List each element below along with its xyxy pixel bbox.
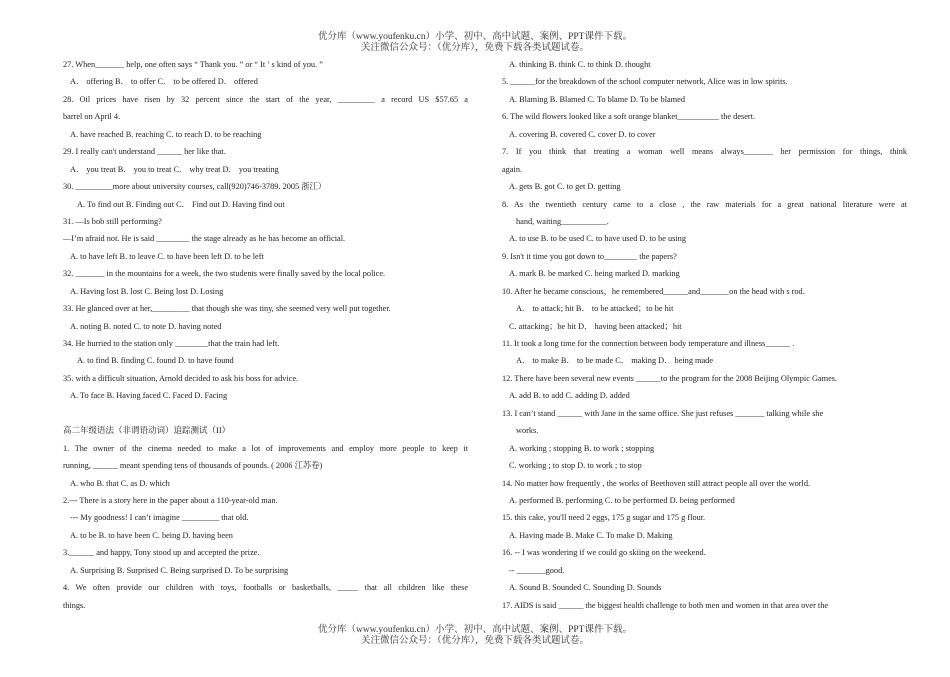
question-line: 9. Isn't it time you got down to________ the papers? (502, 251, 677, 261)
question-line: 8. As the twentieth century came to a close , the raw materials for a great national literature were at (502, 199, 907, 209)
option-line: A. mark B. be marked C. being marked D. marking (509, 269, 680, 279)
option-line: A. noting B. noted C. to note D. having noted (70, 321, 222, 331)
question-line: 1. The owner of the cinema needed to make a lot of improvements and employ more people to keep it (63, 443, 468, 453)
option-line: A. to use B. to be used C. to have used D. to be using (509, 234, 686, 244)
question-line: 15. this cake, you'll need 2 eggs, 175 g sugar and 175 g flour. (502, 513, 706, 523)
question-line: 14. No matter how frequently , the works of Beethoven still attract people all over the world. (502, 478, 811, 488)
question-line: 34. He hurried to the station only ________that the train had left. (63, 339, 280, 348)
option-line: A. Sound B. Sounded C. Sounding D. Sounds (509, 583, 662, 593)
question-line: hand, waiting___________. (516, 216, 609, 226)
option-line: A. to have left B. to leave C. to have been left D. to be left (70, 251, 264, 261)
page-footer (0, 625, 950, 647)
option-line: A. To find out B. Finding out C． Find out D. Having find out (77, 199, 285, 209)
option-line: A. gets B. got C. to get D. getting (509, 182, 621, 192)
question-line: 13. I can’t stand ______ with Jane in the same office. She just refuses _______ talking while she (502, 408, 824, 418)
option-line: A． to make B． to be made C． making D． being made (516, 356, 714, 366)
option-line: A. to find B. finding C. found D. to have found (77, 356, 234, 366)
question-line: 11. It took a long time for the connection between body temperature and illness______ . (502, 339, 795, 348)
option-line: A. who B. that C. as D. which (70, 478, 170, 488)
footer-line-2: 关注微信公众号：（优分库），免费下载各类试题试卷。 (360, 636, 589, 646)
option-line: A. have reached B. reaching C. to reach D. to be reaching (70, 129, 262, 139)
question-line: 29. I really can't understand ______ her like that. (63, 147, 226, 157)
option-line: A. covering B. covered C. cover D. to cover (509, 129, 656, 139)
question-line: 33. He glanced over at her,_________ that though she was tiny, she seemed very well put together. (63, 304, 391, 314)
question-line: 27. When_______ help, one often says “ Thank you. ” or “ It ’ s kind of you. ” (63, 60, 323, 69)
question-line: things. (63, 600, 86, 610)
option-line: A. working ; stopping B. to work ; stopping (509, 443, 655, 453)
question-line: 4. We often provide our children with toys, footballs or basketballs, _____ that all children like these (63, 583, 468, 593)
question-line: 28. Oil prices have risen by 32 percent since the start of the year, _________ a record US $57.65 a (63, 94, 468, 104)
question-line: —I’m afraid not. He is said ________ the stage already as he has become an official. (63, 234, 346, 244)
question-line: 32. _______ in the mountains for a week, the two students were finally saved by the local police. (63, 269, 386, 279)
question-line: --- My goodness! I can’t imagine _________ that old. (70, 513, 249, 523)
question-line: 2.--- There is a story here in the paper about a 110-year-old man. (63, 495, 278, 505)
option-line: A. to be B. to have been C. being D. having been (70, 530, 233, 540)
question-line: 16. -- I was wondering if we could go skiing on the weekend. (502, 548, 706, 558)
option-line: A. Surprising B. Surprised C. Being surprised D. To be surprising (70, 565, 289, 575)
option-line: A． you treat B． you to treat C． why treat D． you treating (70, 164, 279, 174)
footer-line-1: 优分库（www.youfenku.cn）小学、初中、高中试题、案例、PPT课件下载。 (318, 625, 632, 635)
header-line-1: 优分库（www.youfenku.cn）小学、初中、高中试题、案例、PPT课件下载。 (318, 32, 632, 42)
option-line: A. add B. to add C. adding D. added (509, 391, 630, 401)
page-header (0, 32, 950, 54)
option-line: A. performed B. performing C. to be performed D. being performed (509, 495, 735, 505)
option-line: A. Having lost B. lost C. Being lost D. Losing (70, 286, 224, 296)
option-line: A. To face B. Having faced C. Faced D. Facing (70, 391, 228, 401)
question-line: 30. _________more about university courses, call(920)746-3789. 2005 浙江） (63, 182, 327, 192)
section-title: 高二年级语法（非谓语动词）追踪测试（II） (63, 425, 231, 436)
option-line: A. Blaming B. Blamed C. To blame D. To be blamed (509, 94, 685, 104)
question-line: works. (516, 426, 539, 436)
question-line: 7. If you think that treating a woman well means always_______ her permission for things, think (502, 147, 907, 157)
question-line: barrel on April 4. (63, 112, 121, 122)
question-line: 17. AIDS is said ______ the biggest health challenge to both men and women in that area over the (502, 600, 829, 610)
question-line: running, ______ meant spending tens of thousands of pounds. ( 2006 江苏卷) (63, 461, 323, 471)
header-line-2: 关注微信公众号：（优分库），免费下载各类试题试卷。 (360, 43, 589, 53)
question-line: 5. ______for the breakdown of the school computer network, Alice was in low spirits. (502, 77, 788, 87)
option-line: A. thinking B. think C. to think D. thought (509, 60, 651, 69)
question-line: again. (502, 164, 523, 174)
blank-line (63, 405, 468, 422)
question-line: 31. —Is bob still performing? (63, 216, 162, 226)
right-column (502, 56, 907, 614)
question-line: -- _______good. (509, 565, 565, 575)
left-column (63, 56, 468, 614)
option-line: A． offering B． to offer C． to be offered D． offered (70, 77, 258, 87)
question-line: 6. The wild flowers looked like a soft orange blanket__________ the desert. (502, 112, 756, 122)
question-line: 10. After he became conscious，he remembered______and_______on the head with s rod． (502, 286, 811, 296)
option-line: A. Having made B. Make C. To make D. Making (509, 530, 673, 540)
question-line: 12. There have been several new events ______to the program for the 2008 Beijing Olympic Games. (502, 373, 838, 383)
option-line: C. working ; to stop D. to work ; to stop (509, 461, 642, 471)
option-line: C. attacking；be hit D． having been attacked；hit (509, 321, 682, 331)
question-line: 35. with a difficult situation, Arnold decided to ask his boss for advice. (63, 373, 299, 383)
question-line: 3.______ and happy, Tony stood up and accepted the prize. (63, 548, 260, 558)
option-line: A． to attack; hit B． to be attacked；to be hit (516, 304, 674, 314)
